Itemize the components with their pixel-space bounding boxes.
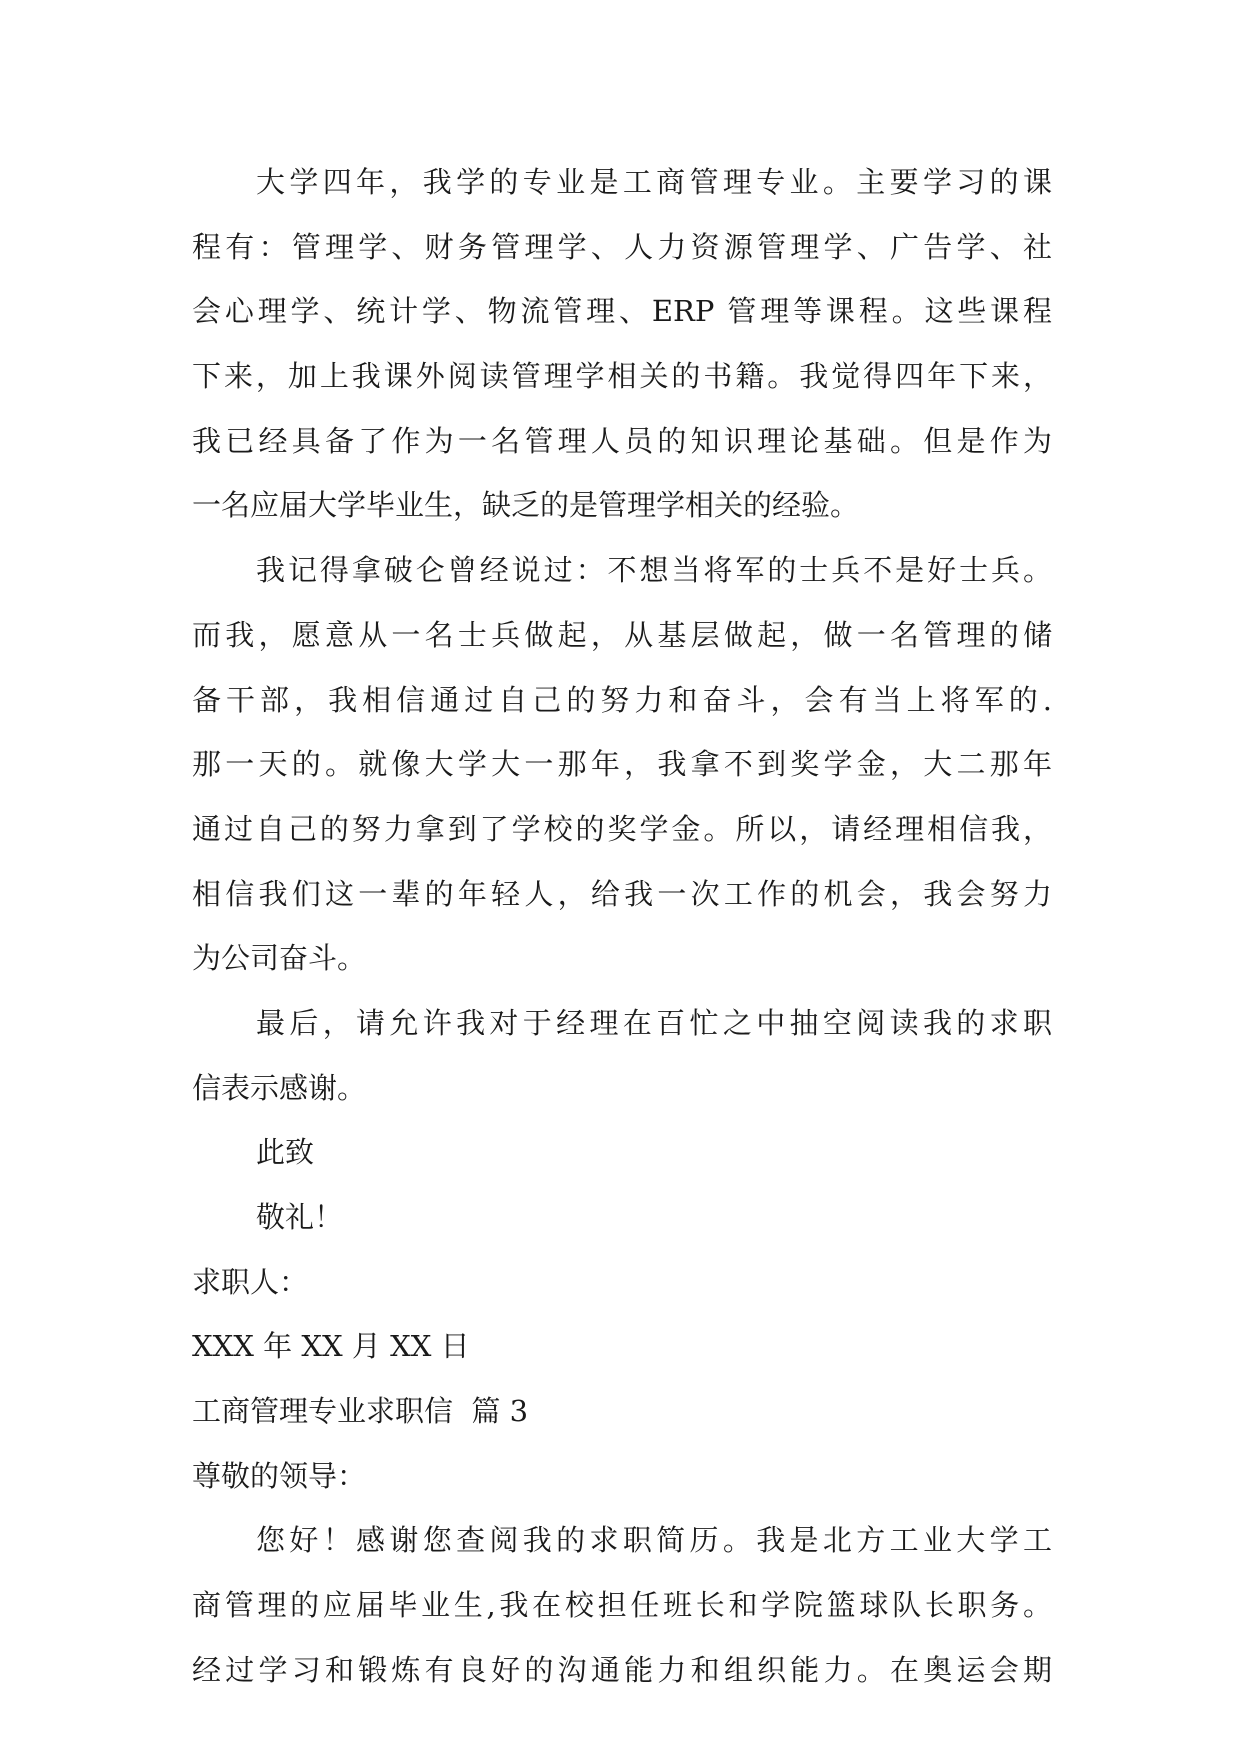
document-body <box>192 150 1052 1703</box>
text-line: 商管理的应届毕业生,我在校担任班长和学院篮球队长职务。 <box>192 1588 1052 1623</box>
text-line: 最后，请允许我对于经理在百忙之中抽空阅读我的求职 <box>256 1005 1052 1040</box>
text-line: 我已经具备了作为一名管理人员的知识理论基础。但是作为 <box>192 423 1052 458</box>
paragraph-thanks <box>192 991 1052 1120</box>
text-line: 您好！感谢您查阅我的求职简历。我是北方工业大学工 <box>256 1523 1052 1558</box>
text-line: 一名应届大学毕业生，缺乏的是管理学相关的经验。 <box>192 488 860 523</box>
text-line: 为公司奋斗。 <box>192 941 367 976</box>
closing-greeting: 此致 <box>256 1135 315 1170</box>
signer-label: 求职人： <box>192 1264 309 1299</box>
section-title: 工商管理专业求职信 篇 3 <box>192 1394 529 1429</box>
paragraph-napoleon <box>192 538 1052 991</box>
text-line: 而我，愿意从一名士兵做起，从基层做起，做一名管理的储 <box>192 617 1052 652</box>
letter-date: XXX 年 XX 月 XX 日 <box>192 1329 470 1364</box>
text-line: 会心理学、统计学、物流管理、ERP 管理等课程。这些课程 <box>192 294 1052 329</box>
text-line: 信表示感谢。 <box>192 1070 367 1105</box>
paragraph-courses <box>192 150 1052 538</box>
closing-salute: 敬礼！ <box>256 1200 344 1234</box>
text-line: 相信我们这一辈的年轻人，给我一次工作的机会，我会努力 <box>192 876 1052 911</box>
text-line: 经过学习和锻炼有良好的沟通能力和组织能力。在奥运会期 <box>192 1652 1052 1687</box>
text-line: 通过自己的努力拿到了学校的奖学金。所以，请经理相信我， <box>192 811 1052 846</box>
text-line: 大学四年，我学的专业是工商管理专业。主要学习的课 <box>256 165 1052 199</box>
text-line: 下来，加上我课外阅读管理学相关的书籍。我觉得四年下来， <box>192 359 1052 394</box>
text-line: 备干部，我相信通过自己的努力和奋斗，会有当上将军的. <box>192 682 1052 717</box>
paragraph-introduction <box>192 1508 1052 1702</box>
text-line: 我记得拿破仑曾经说过：不想当将军的士兵不是好士兵。 <box>256 553 1052 588</box>
text-line: 程有：管理学、财务管理学、人力资源管理学、广告学、社 <box>192 229 1052 264</box>
text-line: 那一天的。就像大学大一那年，我拿不到奖学金，大二那年 <box>192 747 1052 782</box>
salutation: 尊敬的领导： <box>192 1458 367 1493</box>
